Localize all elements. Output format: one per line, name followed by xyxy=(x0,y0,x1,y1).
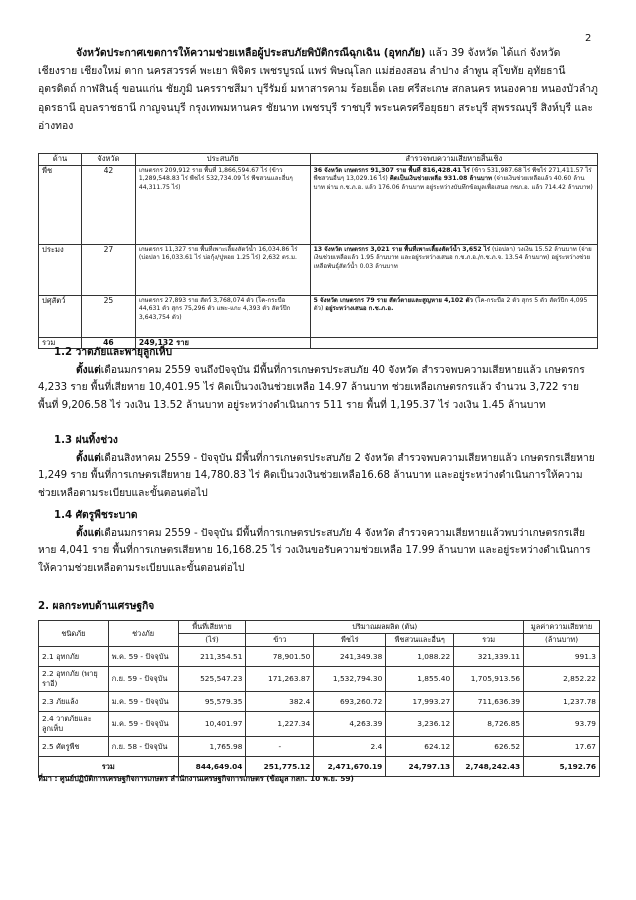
row-province-count: 25 xyxy=(81,295,135,337)
row-province-count: 27 xyxy=(81,244,135,295)
row-garden: 1,088.22 xyxy=(386,647,454,667)
header-affected: ประสบภัย xyxy=(135,154,310,166)
row-period: ก.ย. 58 - ปัจจุบัน xyxy=(108,737,178,757)
row-area: 525,547.23 xyxy=(178,667,246,692)
row-garden: 624.12 xyxy=(386,737,454,757)
page-number: 2 xyxy=(585,33,592,44)
section-title: 1.2 วาตภัยและพายุลูกเห็บ xyxy=(54,347,173,358)
total-sum: 2,748,242.43 xyxy=(454,757,524,777)
total-label: รวม xyxy=(39,757,179,777)
section-title: 1.3 ฝนทิ้งช่วง xyxy=(54,435,118,446)
row-area: 95,579.35 xyxy=(178,692,246,712)
header-rice: ข้าว xyxy=(246,634,314,647)
row-damage: 13 จังหวัด เกษตรกร 3,021 ราย พื้นที่เพาะเลี้ยงสัตว์น้ำ 3,652 ไร่ (บ่อปลา) วงเงิน 15.52 ล้านบาท (จ่ายเงินช่วยเหลือแล้ว 1.95 ล้านบาท และอยู่ระหว่างเสนอ ก.ช.ภ.อ./ก.ช.ภ.จ. 13.54 ล้านบาท) อยู่ระหว่างช่วยเหลือพันธุ์สัตว์น้ำ 0.03 ล้านบาท xyxy=(310,244,597,295)
row-field: 2.4 xyxy=(314,737,386,757)
row-garden: 3,236.12 xyxy=(386,712,454,737)
row-value: 17.67 xyxy=(524,737,600,757)
row-affected: เกษตรกร 27,893 ราย สัตว์ 3,768,074 ตัว (โค-กระบือ 44,631 ตัว สุกร 75,296 ตัว แพะ-แกะ 4,393 ตัว สัตว์ปีก 3,643,754 ตัว) xyxy=(135,295,310,337)
row-type: 2.4 วาตภัยและลูกเห็บ xyxy=(39,712,109,737)
section-1-3 xyxy=(38,432,600,502)
row-value: 93.79 xyxy=(524,712,600,737)
header-value: มูลค่าความเสียหาย xyxy=(524,621,600,634)
header-sum: รวม xyxy=(454,634,524,647)
section-text: ตั้งแต่เดือนมกราคม 2559 - ปัจจุบัน มีพื้นที่การเกษตรประสบภัย 4 จังหวัด สำรวจความเสียหายแล้วพบว่าเกษตรกรเสียหาย 4,041 ราย พื้นที่การเกษตรเสียหาย 16,168.25 ไร่ วงเงินขอรับความช่วยเหลือ 17.99 ล้านบาท และอยู่ระหว่างดำเนินการให้ความช่วยเหลือตามระเบียบและขั้นตอนต่อไป xyxy=(38,527,591,574)
economic-impact-table xyxy=(38,620,600,777)
row-area: 211,354.51 xyxy=(178,647,246,667)
row-damage: 5 จังหวัด เกษตรกร 79 ราย สัตว์ตายและสูญหาย 4,102 ตัว (โค-กระบือ 2 ตัว สุกร 5 ตัว สัตว์ปีก 4,095 ตัว) อยู่ระหว่างเสนอ ก.ช.ภ.อ. xyxy=(310,295,597,337)
row-rice: 171,263.87 xyxy=(246,667,314,692)
table-header-row xyxy=(39,154,598,166)
row-side: ปศุสัตว์ xyxy=(39,295,82,337)
section-1-4 xyxy=(38,507,600,577)
table-row xyxy=(39,692,600,712)
row-area: 1,765.98 xyxy=(178,737,246,757)
header-side: ด้าน xyxy=(39,154,82,166)
header-period: ช่วงภัย xyxy=(108,621,178,647)
row-type: 2.3 ภัยแล้ง xyxy=(39,692,109,712)
section-title: 1.4 ศัตรูพืชระบาด xyxy=(54,510,138,521)
table-row xyxy=(39,712,600,737)
row-value: 991.3 xyxy=(524,647,600,667)
row-affected: เกษตรกร 209,912 ราย พื้นที่ 1,866,594.67 ไร่ (ข้าว 1,289,548.83 ไร่ พืชไร่ 532,734.09 ไร่ พืชสวนและอื่นๆ 44,311.75 ไร่) xyxy=(135,165,310,244)
row-damage: 36 จังหวัด เกษตรกร 91,307 ราย พื้นที่ 816,428.41 ไร่ (ข้าว 531,987.68 ไร่ พืชไร่ 271,411.57 ไร่ พืชสวนอื่นๆ 13,029.16 ไร่) คิดเป็นเงินช่วยเหลือ 931.08 ล้านบาท (จ่ายเงินช่วยเหลือแล้ว 40.60 ล้านบาท ผ่าน ก.ช.ภ.อ. แล้ว 176.06 ล้านบาท อยู่ระหว่างบันทึกข้อมูลเพื่อเสนอ กชภ.อ. แล้ว 714.42 ล้านบาท) xyxy=(310,165,597,244)
row-period: ก.ย. 59 - ปัจจุบัน xyxy=(108,667,178,692)
table-header-row xyxy=(39,621,600,634)
row-sum: 711,636.39 xyxy=(454,692,524,712)
total-rice: 251,775.12 xyxy=(246,757,314,777)
row-field: 1,532,794.30 xyxy=(314,667,386,692)
header-field-crops: พืชไร่ xyxy=(314,634,386,647)
section-1-2 xyxy=(38,344,600,414)
row-sum: 626.52 xyxy=(454,737,524,757)
row-rice: 382.4 xyxy=(246,692,314,712)
row-garden: 17,993.27 xyxy=(386,692,454,712)
row-period: ม.ค. 59 - ปัจจุบัน xyxy=(108,712,178,737)
crop-damage-table xyxy=(38,153,598,349)
total-field: 2,471,670.19 xyxy=(314,757,386,777)
total-label: รวม xyxy=(39,337,82,349)
intro-paragraph xyxy=(38,44,598,135)
row-value: 1,237.78 xyxy=(524,692,600,712)
section-title: 2. ผลกระทบด้านเศรษฐกิจ xyxy=(38,601,155,612)
section-text: ตั้งแต่เดือนมกราคม 2559 จนถึงปัจจุบัน มีพื้นที่การเกษตรประสบภัย 40 จังหวัด สำรวจพบความเสียหายแล้ว เกษตรกร 4,233 ราย พื้นที่เสียหาย 10,401.95 ไร่ คิดเป็นวงเงินช่วยเหลือ 14.97 ล้านบาท ช่วยเหลือเกษตรกรแล้ว จำนวน 3,722 ราย พื้นที่ 9,206.58 ไร่ วงเงิน 13.52 ล้านบาท อยู่ระหว่างดำเนินการ 511 ราย พื้นที่ 1,195.37 ไร่ วงเงิน 1.45 ล้านบาท xyxy=(38,364,585,411)
row-sum: 1,705,913.56 xyxy=(454,667,524,692)
table-row xyxy=(39,165,598,244)
total-affected: 249,132 ราย xyxy=(135,337,310,349)
row-rice: - xyxy=(246,737,314,757)
row-sum: 321,339.11 xyxy=(454,647,524,667)
row-side: พืช xyxy=(39,165,82,244)
row-rice: 78,901.50 xyxy=(246,647,314,667)
row-period: พ.ค. 59 - ปัจจุบัน xyxy=(108,647,178,667)
total-province-count: 46 xyxy=(81,337,135,349)
header-type: ชนิดภัย xyxy=(39,621,109,647)
row-province-count: 42 xyxy=(81,165,135,244)
table-row xyxy=(39,244,598,295)
intro-lead: จังหวัดประกาศเขตการให้ความช่วยเหลือผู้ประสบภัยพิบัติกรณีฉุกเฉิน (อุทกภัย) xyxy=(76,47,426,59)
intro-text: แล้ว 39 จังหวัด ได้แก่ จังหวัดเชียงราย เชียงใหม่ ตาก นครสวรรค์ พะเยา พิจิตร เพชรบูรณ์ แพร่ พิษณุโลก แม่ฮ่องสอน ลำปาง ลำพูน สุโขทัย อุทัยธานี อุตรดิตถ์ กาฬสินธุ์ ขอนแก่น ชัยภูมิ นครราชสีมา บุรีรัมย์ มหาสารคาม ร้อยเอ็ด เลย ศรีสะเกษ สกลนคร หนองคาย หนองบัวลำภู อุดรธานี อุบลราชธานี กาญจนบุรี กรุงเทพมหานคร ชัยนาท เพชรบุรี ราชบุรี พระนครศรีอยุธยา สระบุรี สุพรรณบุรี สิงห์บุรี และอ่างทอง xyxy=(38,47,598,132)
row-affected: เกษตรกร 11,327 ราย พื้นที่เพาะเลี้ยงสัตว์น้ำ 16,034.86 ไร่ (บ่อปลา 16,033.61 ไร่ บ่อกุ้ง/ปูหอย 1.25 ไร่) 2,632 ตร.ม. xyxy=(135,244,310,295)
header-damage: สำรวจพบความเสียหายสิ้นเชิง xyxy=(310,154,597,166)
header-area-unit: (ไร่) xyxy=(178,634,246,647)
row-garden: 1,855.40 xyxy=(386,667,454,692)
section-2 xyxy=(38,598,600,616)
table-row xyxy=(39,667,600,692)
row-rice: 1,227.34 xyxy=(246,712,314,737)
row-value: 2,852.22 xyxy=(524,667,600,692)
row-field: 4,263.39 xyxy=(314,712,386,737)
row-area: 10,401.97 xyxy=(178,712,246,737)
total-garden: 24,797.13 xyxy=(386,757,454,777)
row-field: 693,260.72 xyxy=(314,692,386,712)
row-type: 2.2 อุทกภัย (พายุราอี) xyxy=(39,667,109,692)
section-text: ตั้งแต่เดือนสิงหาคม 2559 - ปัจจุบัน มีพื้นที่การเกษตรประสบภัย 2 จังหวัด สำรวจพบความเสียหายแล้ว เกษตรกรเสียหาย 1,249 ราย พื้นที่การเกษตรเสียหาย 14,780.83 ไร่ คิดเป็นวงเงินช่วยเหลือ16.68 ล้านบาท และอยู่ระหว่างดำเนินการให้ความช่วยเหลือตามระเบียบและขั้นตอนต่อไป xyxy=(38,452,595,499)
table-row xyxy=(39,295,598,337)
source-note: ที่มา : ศูนย์ปฏิบัติการเศรษฐกิจการเกษตร สำนักงานเศรษฐกิจการเกษตร (ข้อมูล กสก. 10 พ.ย. 59) xyxy=(38,774,354,783)
row-field: 241,349.38 xyxy=(314,647,386,667)
header-province: จังหวัด xyxy=(81,154,135,166)
row-side: ประมง xyxy=(39,244,82,295)
header-output: ปริมาณผลผลิต (ตัน) xyxy=(246,621,524,634)
table-row xyxy=(39,737,600,757)
row-type: 2.5 ศัตรูพืช xyxy=(39,737,109,757)
row-sum: 8,726.85 xyxy=(454,712,524,737)
header-garden-crops: พืชสวนและอื่นๆ xyxy=(386,634,454,647)
table-row xyxy=(39,647,600,667)
total-area: 844,649.04 xyxy=(178,757,246,777)
total-value: 5,192.76 xyxy=(524,757,600,777)
header-value-unit: (ล้านบาท) xyxy=(524,634,600,647)
header-area: พื้นที่เสียหาย xyxy=(178,621,246,634)
row-period: ม.ค. 59 - ปัจจุบัน xyxy=(108,692,178,712)
row-type: 2.1 อุทกภัย xyxy=(39,647,109,667)
